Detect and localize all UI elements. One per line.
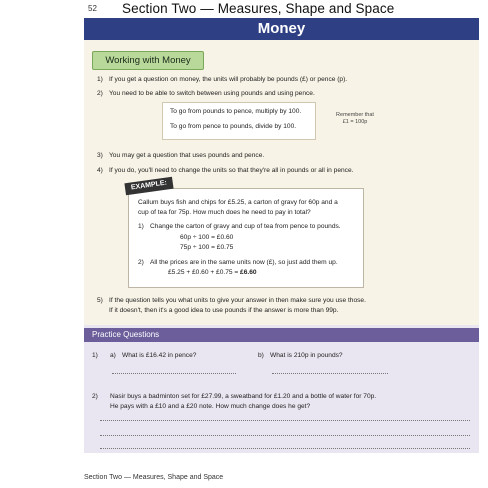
question-2-number: 2) [92, 393, 98, 400]
example-calc-2: 75p ÷ 100 = £0.75 [180, 244, 234, 251]
answer-line-1b[interactable] [272, 373, 388, 374]
point-1: 1) If you get a question on money, the units will probably be pounds (£) or pence (p). [97, 76, 348, 83]
point-4: 4) If you do, you'll need to change the units so that they're all in pounds or all in pence. [97, 167, 354, 174]
answer-line-1a[interactable] [112, 373, 236, 374]
example-tag: EXAMPLE: [124, 177, 173, 196]
page-title-bar [84, 18, 479, 40]
conversion-rule-divide: To go from pence to pounds, divide by 100. [170, 123, 297, 130]
answer-line-2-a[interactable] [100, 420, 470, 421]
example-question-line-2: cup of tea for 75p. How much does he need to pay in total? [138, 209, 311, 216]
question-1-number: 1) [92, 352, 98, 359]
example-step-1: 1) Change the carton of gravy and cup of tea from pence to pounds. [138, 223, 341, 230]
conversion-rule-multiply: To go from pounds to pence, multiply by 100. [170, 108, 302, 115]
answer-line-2-c[interactable] [100, 448, 470, 449]
point-5: 5) If the question tells you what units to give your answer in then make sure you use those. [97, 297, 366, 304]
example-calc-1: 60p ÷ 100 = £0.60 [180, 234, 234, 241]
example-step-2: 2) All the prices are in the same units now (£), so just add them up. [138, 259, 338, 266]
point-5-continued: If it doesn't, then it's a good idea to use pounds if the answer is more than 99p. [109, 307, 339, 314]
practice-panel [84, 325, 479, 453]
example-sum: £5.25 + £0.60 + £0.75 = £6.60 [168, 269, 257, 276]
left-margin [0, 0, 84, 488]
conversion-note: Remember that £1 = 100p [336, 112, 374, 125]
example-answer: £6.60 [240, 269, 257, 276]
point-2: 2) You need to be able to switch between using pounds and using pence. [97, 90, 315, 97]
practice-heading-bar [84, 328, 479, 342]
page-number: 52 [88, 4, 97, 13]
right-margin [479, 18, 488, 488]
answer-line-2-b[interactable] [100, 435, 470, 436]
point-3: 3) You may get a question that uses pounds and pence. [97, 152, 265, 159]
question-2-line-1: Nasir buys a badminton set for £27.99, a sweatband for £1.20 and a bottle of water for 70p. [110, 393, 377, 400]
subheading-working-with-money: Working with Money [92, 51, 204, 70]
question-1a: a) What is £16.42 in pence? [110, 352, 197, 359]
question-1b: b) What is 210p in pounds? [258, 352, 343, 359]
question-2-line-2: He pays with a £10 and a £20 note. How much change does he get? [110, 403, 311, 410]
page-title: Money [257, 20, 306, 37]
example-question-line-1: Callum buys fish and chips for £5.25, a carton of gravy for 60p and a [138, 199, 338, 206]
page-footer: Section Two — Measures, Shape and Space [84, 474, 224, 481]
practice-heading: Practice Questions [92, 330, 160, 339]
section-title: Section Two — Measures, Shape and Space [122, 1, 395, 16]
